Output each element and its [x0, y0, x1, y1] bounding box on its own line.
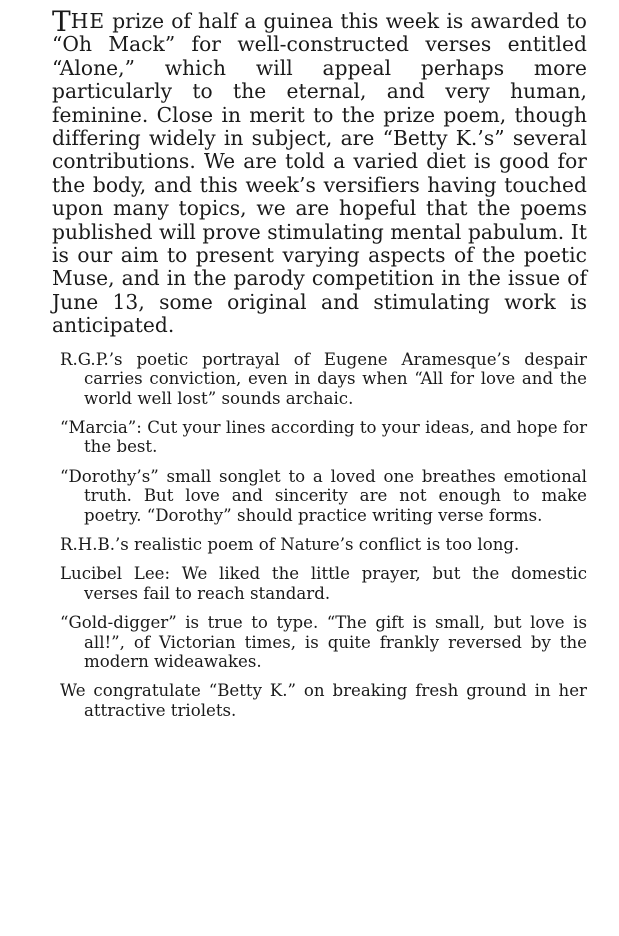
- dropcap-letter: T: [52, 5, 71, 38]
- note-marcia: “Marcia”: Cut your lines according to your ideas, and hope for the best.: [60, 417, 587, 457]
- intro-text: prize of half a guinea this week is awarded to “Oh Mack” for well-constructed verses entitled “Alone,” which will appeal perhaps more particularly to the eternal, and very human, feminine. Close in merit to the prize poem, though differing widely in subject, are “Betty K.’s” several contributions. We are told a varied diet is good for the body, and this week’s versifiers having touched upon many topics, we are hopeful that the poems published will prove stimulating mental pabulum. It is our aim to present varying aspects of the poetic Muse, and in the parody competition in the issue of June 13, some original and stimulating work is anticipated.: [52, 9, 587, 338]
- note-betty-k: We congratulate “Betty K.” on breaking fresh ground in her attractive triolets.: [60, 681, 587, 720]
- intro-paragraph: [52, 5, 587, 338]
- lead-caps: HE: [70, 9, 106, 33]
- note-rgp: R.G.P.’s poetic portrayal of Eugene Aramesque’s despair carries conviction, even in days when “All for love and the world well lost” sounds archaic.: [60, 349, 587, 408]
- note-lucibel-lee: Lucibel Lee: We liked the little prayer, but the domestic verses fail to reach standard.: [60, 564, 587, 603]
- editor-notes: [60, 350, 587, 721]
- note-gold-digger: “Gold-digger” is true to type. “The gift is small, but love is all!”, of Victorian times, is quite frankly reversed by the modern wideawakes.: [60, 613, 587, 671]
- note-dorothy: “Dorothy’s” small songlet to a loved one breathes emotional truth. But love and sincerity are not enough to make poetry. “Dorothy” should practice writing verse forms.: [60, 466, 587, 525]
- note-rhb: R.H.B.’s realistic poem of Nature’s conflict is too long.: [60, 534, 520, 554]
- article-column: [52, 5, 587, 720]
